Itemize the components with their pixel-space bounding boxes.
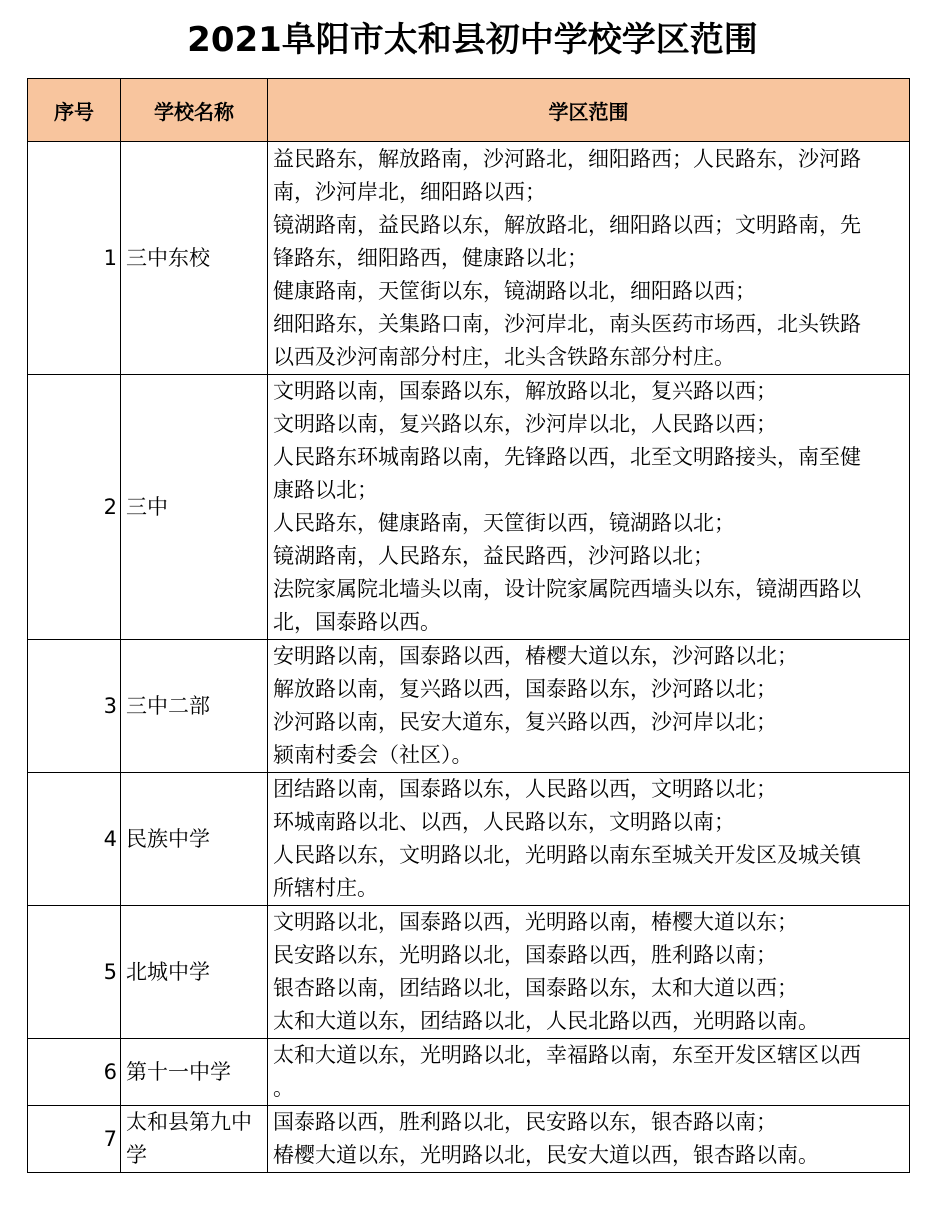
- row-num: 7: [28, 1106, 121, 1173]
- table-row: [28, 142, 910, 375]
- table-row: [28, 906, 910, 1039]
- area-line: 镜湖路南，人民路东，益民路西，沙河路以北；: [273, 544, 714, 568]
- row-school: 民族中学: [121, 773, 268, 906]
- row-num: 5: [28, 906, 121, 1039]
- table-row: [28, 1039, 910, 1106]
- row-school: 三中东校: [121, 142, 268, 375]
- header-area: 学区范围: [268, 79, 910, 142]
- area-line: 银杏路以南，团结路以北，国泰路以东，太和大道以西；: [273, 976, 798, 1000]
- area-line: 文明路以南，国泰路以东，解放路以北，复兴路以西；: [273, 379, 777, 403]
- area-line: 沙河路以南，民安大道东，复兴路以西，沙河岸以北；: [273, 710, 777, 734]
- table-row: [28, 640, 910, 773]
- header-num: 序号: [28, 79, 121, 142]
- row-area: [268, 142, 910, 375]
- row-num: 6: [28, 1039, 121, 1106]
- area-line: 健康路南，天筐街以东，镜湖路以北，细阳路以西；: [273, 279, 756, 303]
- area-line: 锋路东，细阳路西，健康路以北；: [273, 246, 588, 270]
- area-line: 太和大道以东，光明路以北，幸福路以南，东至开发区辖区以西: [273, 1043, 861, 1067]
- row-num: 3: [28, 640, 121, 773]
- area-line: 太和大道以东，团结路以北，人民北路以西，光明路以南。: [273, 1009, 819, 1033]
- area-line: 解放路以南，复兴路以西，国泰路以东，沙河路以北；: [273, 677, 777, 701]
- table-row: [28, 773, 910, 906]
- area-line: 人民路以东，文明路以北，光明路以南东至城关开发区及城关镇: [273, 843, 861, 867]
- table-header-row: [28, 79, 910, 142]
- area-line: 细阳路东，关集路口南，沙河岸北，南头医药市场西，北头铁路: [273, 312, 861, 336]
- area-line: 文明路以南，复兴路以东，沙河岸以北，人民路以西；: [273, 412, 777, 436]
- area-line: 益民路东，解放路南，沙河路北，细阳路西；人民路东，沙河路: [273, 147, 861, 171]
- area-line: 以西及沙河南部分村庄，北头含铁路东部分村庄。: [273, 345, 735, 369]
- area-line: 文明路以北，国泰路以西，光明路以南，椿樱大道以东；: [273, 910, 798, 934]
- row-area: [268, 375, 910, 640]
- area-line: 镜湖路南，益民路以东，解放路北，细阳路以西；文明路南，先: [273, 213, 861, 237]
- area-line: 北，国泰路以西。: [273, 610, 441, 634]
- row-area: [268, 1106, 910, 1173]
- area-line: 所辖村庄。: [273, 876, 378, 900]
- row-area: [268, 773, 910, 906]
- row-area: [268, 1039, 910, 1106]
- page-title: 2021阜阳市太和县初中学校学区范围: [187, 20, 758, 60]
- row-school: [121, 1106, 268, 1173]
- row-area: [268, 906, 910, 1039]
- area-line: 国泰路以西，胜利路以北，民安路以东，银杏路以南；: [273, 1110, 777, 1134]
- area-line: 安明路以南，国泰路以西，椿樱大道以东，沙河路以北；: [273, 644, 798, 668]
- table-row: [28, 1106, 910, 1173]
- school-district-table: [27, 78, 910, 1173]
- row-school: 三中: [121, 375, 268, 640]
- area-line: 人民路东环城南路以南，先锋路以西，北至文明路接头，南至健: [273, 445, 861, 469]
- area-line: 南，沙河岸北，细阳路以西；: [273, 180, 546, 204]
- area-line: 颍南村委会（社区）。: [273, 743, 473, 767]
- school-line: 太和县第九中: [126, 1110, 252, 1134]
- header-school: 学校名称: [121, 79, 268, 142]
- area-line: 人民路东，健康路南，天筐街以西，镜湖路以北；: [273, 511, 735, 535]
- row-num: 2: [28, 375, 121, 640]
- area-line: 法院家属院北墙头以南，设计院家属院西墙头以东，镜湖西路以: [273, 577, 861, 601]
- area-line: 团结路以南，国泰路以东，人民路以西，文明路以北；: [273, 777, 777, 801]
- row-area: [268, 640, 910, 773]
- row-num: 1: [28, 142, 121, 375]
- row-school: 三中二部: [121, 640, 268, 773]
- table-row: [28, 375, 910, 640]
- area-line: 椿樱大道以东，光明路以北，民安大道以西，银杏路以南。: [273, 1143, 819, 1167]
- area-line: 。: [273, 1076, 294, 1100]
- area-line: 康路以北；: [273, 478, 378, 502]
- row-school: 北城中学: [121, 906, 268, 1039]
- row-num: 4: [28, 773, 121, 906]
- school-line: 学: [126, 1143, 147, 1167]
- area-line: 环城南路以北、以西，人民路以东，文明路以南；: [273, 810, 735, 834]
- area-line: 民安路以东，光明路以北，国泰路以西，胜利路以南；: [273, 943, 777, 967]
- row-school: 第十一中学: [121, 1039, 268, 1106]
